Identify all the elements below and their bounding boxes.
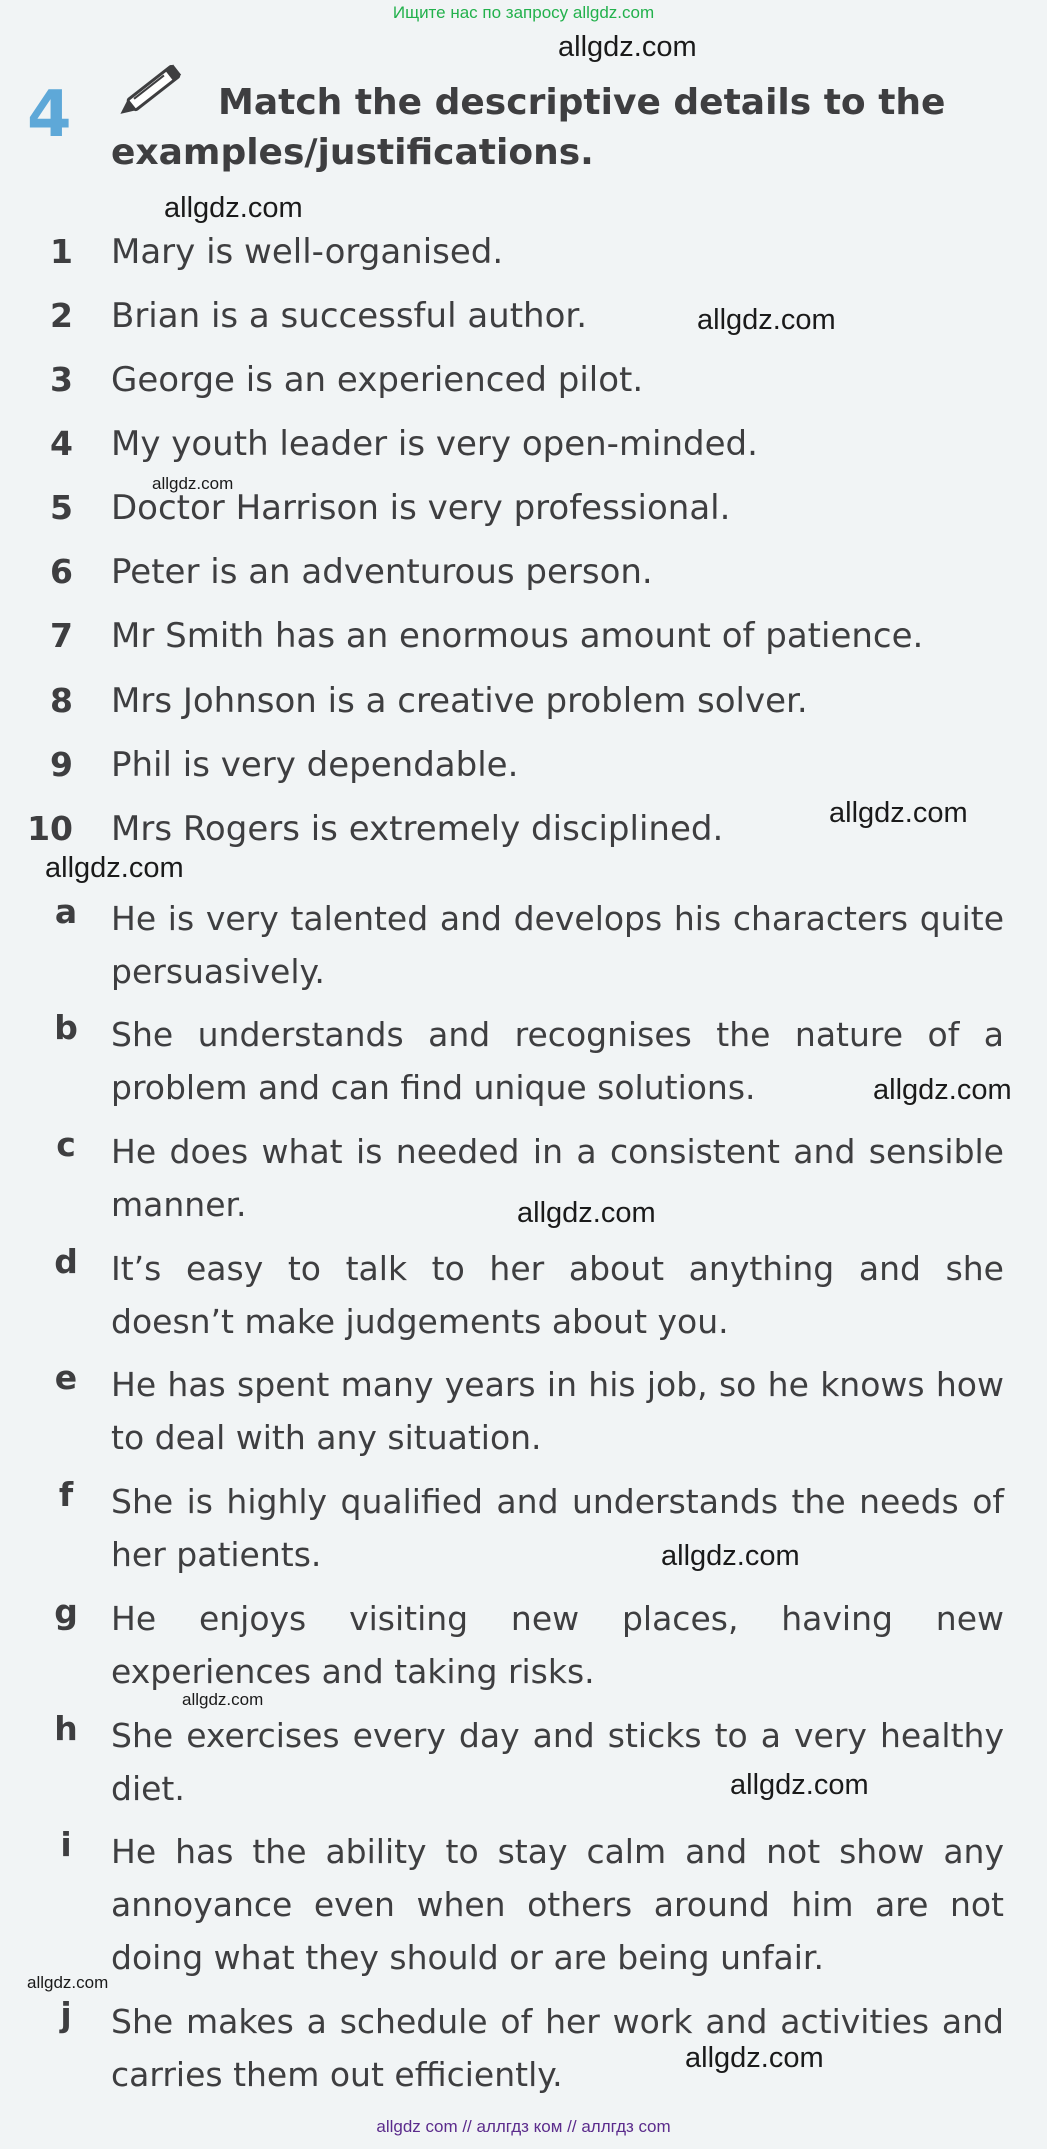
item-letter: g xyxy=(54,1592,78,1631)
item-text: She exercises every day and sticks to a very healthy diet. xyxy=(111,1716,1004,1808)
item-text: He does what is needed in a consistent and sensible manner. xyxy=(111,1132,1004,1224)
item-number: 10 xyxy=(27,809,73,848)
item-letter: b xyxy=(54,1008,78,1047)
item-text: Brian is a successful author. xyxy=(111,296,588,336)
item-number: 6 xyxy=(50,552,73,591)
exercise-title xyxy=(111,78,1006,178)
item-letter: a xyxy=(54,892,78,931)
item-text: He is very talented and develops his characters quite persuasively. xyxy=(111,899,1004,991)
item-number: 8 xyxy=(50,681,73,720)
item-text: Mary is well-organised. xyxy=(111,232,504,272)
item-text: George is an experienced pilot. xyxy=(111,360,644,400)
item-text: She understands and recognises the nature of a problem and can find unique solutions. xyxy=(111,1015,1004,1107)
item-text: He has spent many years in his job, so he knows how to deal with any situation. xyxy=(111,1365,1004,1457)
watermark: allgdz.com xyxy=(182,1690,264,1709)
footer-banner[interactable]: allgdz com // аллгдз ком // аллгдз com xyxy=(376,2117,671,2136)
list-item xyxy=(0,616,1047,666)
watermark: allgdz.com xyxy=(45,852,184,884)
item-letter: f xyxy=(58,1475,74,1514)
item-letter: i xyxy=(60,1825,72,1864)
item-number: 2 xyxy=(50,296,73,335)
item-text: Mr Smith has an enormous amount of patience. xyxy=(111,616,924,656)
header-banner[interactable]: Ищите нас по запросу allgdz.com xyxy=(392,3,655,22)
item-number: 4 xyxy=(50,424,73,463)
item-text: He enjoys visiting new places, having new experiences and taking risks. xyxy=(111,1599,1004,1691)
item-text: Peter is an adventurous person. xyxy=(111,552,653,592)
watermark: allgdz.com xyxy=(685,2042,824,2074)
list-item xyxy=(0,552,1047,602)
watermark: allgdz.com xyxy=(27,1973,109,1992)
watermark: allgdz.com xyxy=(164,192,303,224)
item-text: Phil is very dependable. xyxy=(111,745,519,785)
item-text: She is highly qualified and understands the needs of her patients. xyxy=(111,1482,1004,1574)
item-letter: d xyxy=(54,1242,78,1281)
item-number: 9 xyxy=(50,745,73,784)
item-number: 7 xyxy=(50,616,73,655)
list-item xyxy=(0,488,1047,538)
watermark: allgdz.com xyxy=(829,797,968,829)
watermark: allgdz.com xyxy=(517,1197,656,1229)
item-letter: e xyxy=(54,1358,78,1397)
list-item xyxy=(0,745,1047,795)
list-item xyxy=(0,360,1047,410)
watermark: allgdz.com xyxy=(661,1540,800,1572)
watermark: allgdz.com xyxy=(730,1769,869,1801)
list-item xyxy=(0,296,1047,346)
item-number: 5 xyxy=(50,488,73,527)
item-text: She makes a schedule of her work and activities and carries them out efficiently. xyxy=(111,2002,1004,2094)
item-text: It’s easy to talk to her about anything and she doesn’t make judgements about you. xyxy=(111,1249,1004,1341)
item-text: Mrs Rogers is extremely disciplined. xyxy=(111,809,724,849)
item-text: Mrs Johnson is a creative problem solver. xyxy=(111,681,808,721)
item-number: 3 xyxy=(50,360,73,399)
exercise-title-text: Match the descriptive details to the examples/justifications. xyxy=(111,82,946,173)
item-text: Doctor Harrison is very professional. xyxy=(111,488,731,528)
item-letter: c xyxy=(56,1125,76,1164)
watermark: allgdz.com xyxy=(558,31,697,63)
watermark: allgdz.com xyxy=(697,304,836,336)
item-text: He has the ability to stay calm and not show any annoyance even when others around him are not doing what they should or are being unfair. xyxy=(111,1832,1004,1977)
list-item xyxy=(0,681,1047,731)
item-letter: j xyxy=(60,1995,72,2034)
watermark: allgdz.com xyxy=(873,1074,1012,1106)
list-item xyxy=(0,232,1047,282)
watermark: allgdz.com xyxy=(152,474,234,493)
item-text: My youth leader is very open-minded. xyxy=(111,424,758,464)
item-letter: h xyxy=(54,1709,78,1748)
item-number: 1 xyxy=(50,232,73,271)
list-item xyxy=(0,424,1047,474)
exercise-number: 4 xyxy=(27,78,72,152)
